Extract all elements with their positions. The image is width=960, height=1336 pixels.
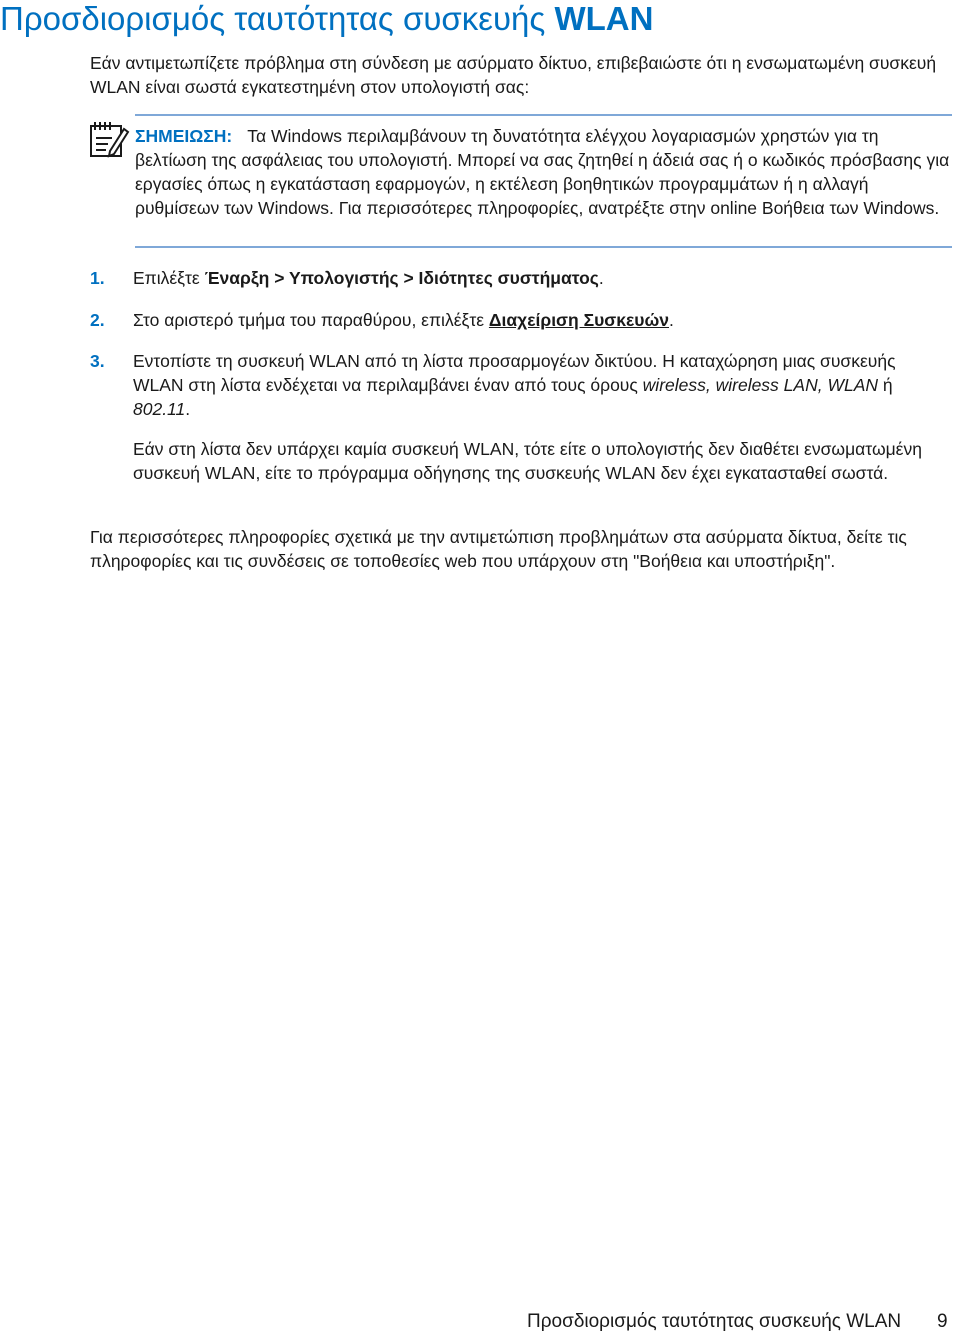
closing-paragraph: Για περισσότερες πληροφορίες σχετικά με την αντιμετώπιση προβλημάτων στα ασύρματα δίκτυα, δείτε τις πληροφορίες και τις συνδέσεις σε τοποθεσίες web που υπάρχουν στη "Βοήθεια και υποστήριξη". xyxy=(90,527,907,571)
step-item xyxy=(133,349,943,421)
step-text: Επιλέξτε xyxy=(133,268,205,288)
footer-title: Προσδιορισμός ταυτότητας συσκευής WLAN xyxy=(527,1311,902,1332)
step-number: 3. xyxy=(90,351,105,371)
step-number: 2. xyxy=(90,310,105,330)
step-text-end: . xyxy=(669,310,674,330)
step-item xyxy=(133,266,933,290)
step-link[interactable]: Διαχείριση Συσκευών xyxy=(488,310,669,330)
note-bottom-divider xyxy=(135,246,952,248)
step-text: Στο αριστερό τμήμα του παραθύρου, επιλέξτε xyxy=(133,310,489,330)
page-title-bold: WLAN xyxy=(554,0,654,37)
step-term: wireless, wireless LAN, WLAN xyxy=(642,375,878,395)
note-label: ΣΗΜΕΙΩΣΗ: xyxy=(135,126,233,146)
step-text-end: . xyxy=(598,268,604,288)
step-command: Έναρξη > Υπολογιστής > Ιδιότητες συστήματος xyxy=(204,268,599,288)
step-term: 802.11 xyxy=(133,399,186,419)
page-title xyxy=(0,0,653,38)
step-followup: Εάν στη λίστα δεν υπάρχει καμία συσκευή WLAN, τότε είτε ο υπολογιστής δεν διαθέτει ενσωματωμένη συσκευή WLAN, είτε το πρόγραμμα οδήγησης της συσκευής WLAN δεν έχει εγκατασταθεί σωστά. xyxy=(133,439,922,483)
note-text xyxy=(135,124,955,220)
intro-paragraph: Εάν αντιμετωπίζετε πρόβλημα στη σύνδεση με ασύρματο δίκτυο, επιβεβαιώστε ότι η ενσωματωμένη συσκευή WLAN είναι σωστά εγκατεστημένη στον υπολογιστή σας: xyxy=(90,53,937,97)
note-top-divider xyxy=(135,114,952,116)
page-title-text: Προσδιορισμός ταυτότητας συσκευής xyxy=(0,0,555,37)
note-body: Τα Windows περιλαμβάνουν τη δυνατότητα ελέγχου λογαριασμών χρηστών για τη βελτίωση της ασφάλειας του υπολογιστή. Μπορεί να σας ζητηθεί η άδειά σας ή ο κωδικός πρόσβασης για εργασίες όπως η εγκατάσταση εφαρμογών, η εκτέλεση βοηθητικών προγραμμάτων ή η αλλαγή ρυθμίσεων των Windows. Για περισσότερες πληροφορίες, ανατρέξτε στην online Βοήθεια των Windows. xyxy=(135,126,950,218)
step-item xyxy=(133,308,933,332)
step-number: 1. xyxy=(90,268,105,288)
step-text: Εντοπίστε τη συσκευή WLAN από τη λίστα προσαρμογέων δικτύου. Η καταχώρηση μιας συσκευής WLAN στη λίστα ενδέχεται να περιλαμβάνει έναν από τους όρους xyxy=(133,351,896,395)
step-text-mid: ή xyxy=(878,375,893,395)
page-number: 9 xyxy=(937,1311,948,1332)
step-text-end: . xyxy=(185,399,191,419)
note-pad-icon xyxy=(88,118,130,160)
